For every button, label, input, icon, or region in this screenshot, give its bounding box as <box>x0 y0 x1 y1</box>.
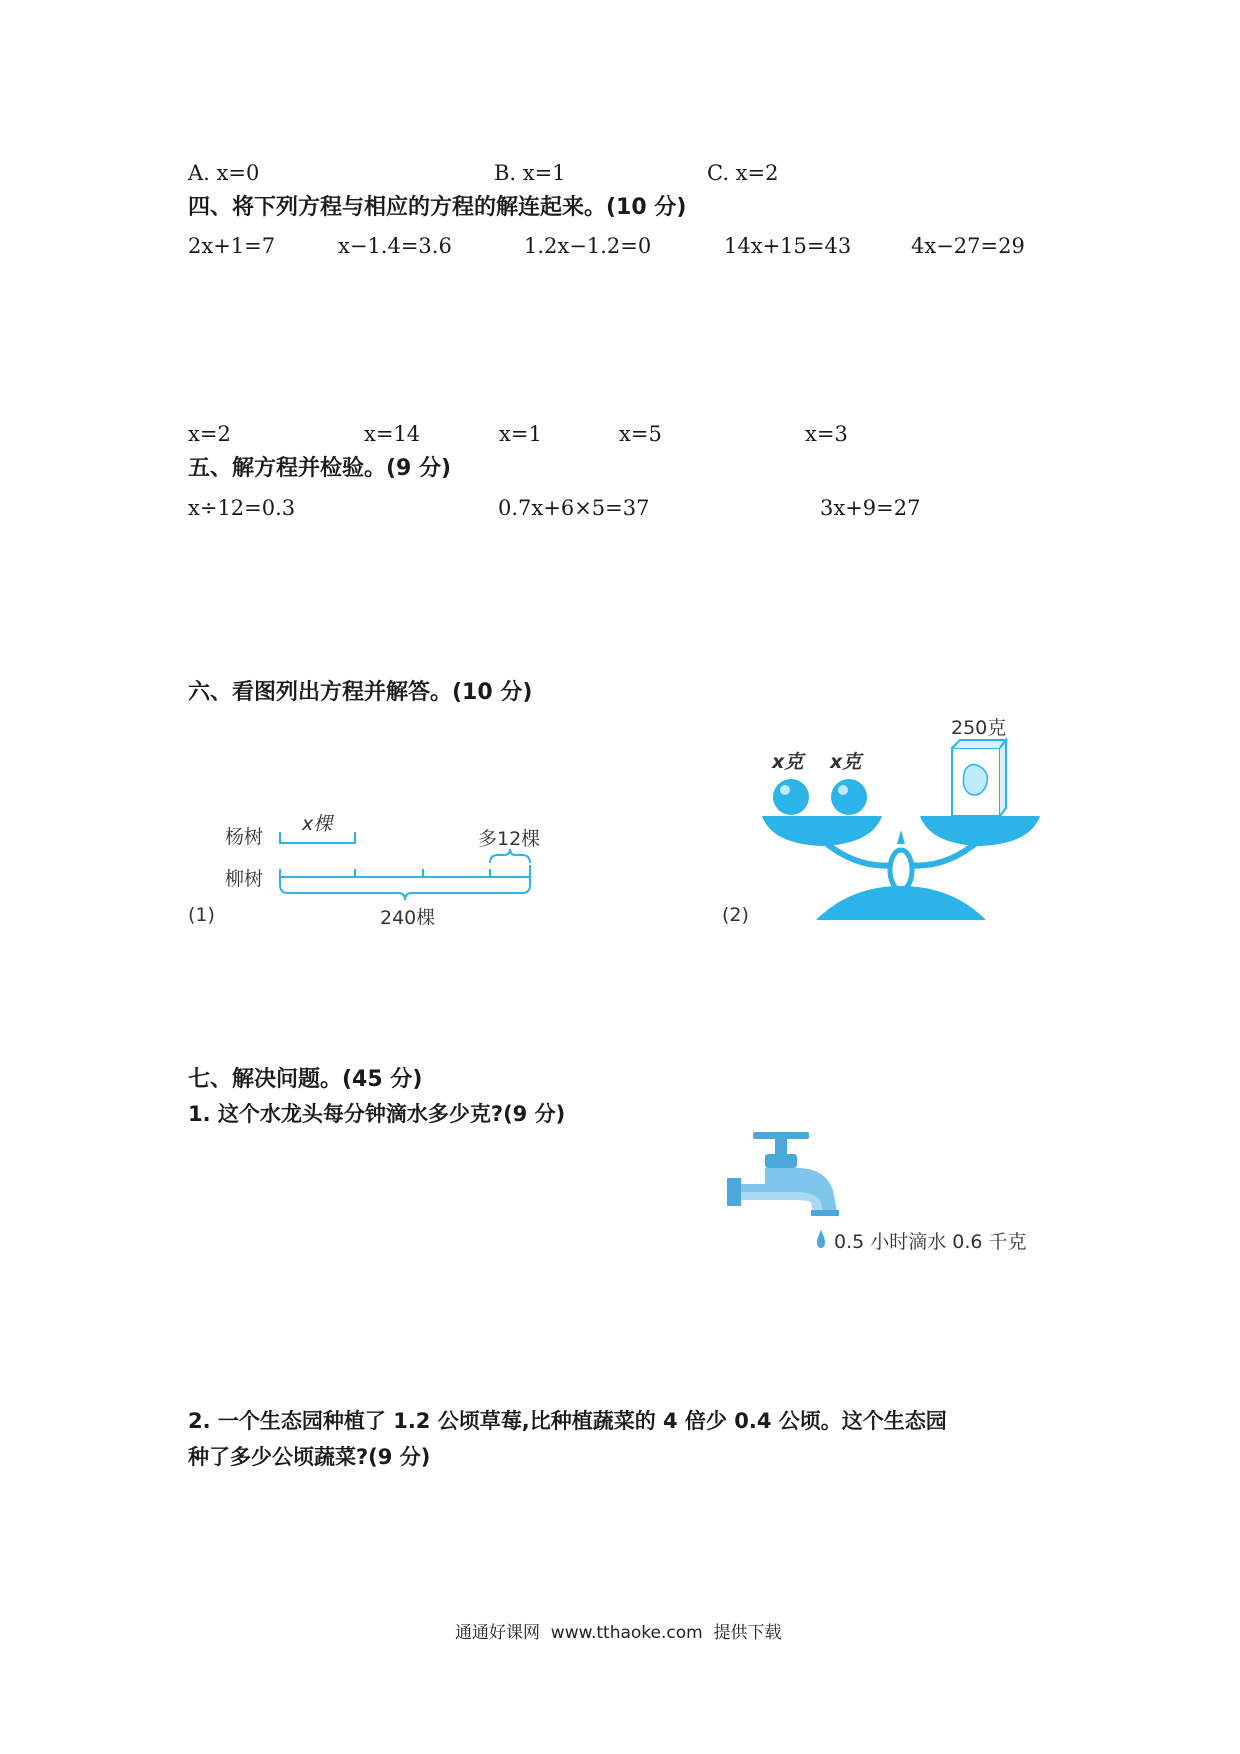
faucet-cap <box>765 1154 797 1168</box>
s4-equation-2: x−1.4=3.6 <box>338 234 452 258</box>
s4-equation-5: 4x−27=29 <box>911 234 1025 258</box>
section5-heading: 五、解方程并检验。(9 分) <box>188 456 452 481</box>
faucet-body <box>739 1168 837 1212</box>
label-willow: 柳树 <box>225 868 264 890</box>
label-240-trees: 240棵 <box>380 907 436 925</box>
faucet-body-shade <box>739 1192 823 1212</box>
option-b: B. x=1 <box>494 161 566 185</box>
milk-box-top <box>952 740 1006 748</box>
faucet-caption: 0.5 小时滴水 0.6 千克 <box>834 1231 1027 1253</box>
scale-pointer <box>897 830 905 844</box>
ball-2 <box>831 779 867 815</box>
tree-segment-diagram <box>218 805 558 925</box>
fig2-number: (2) <box>722 904 749 926</box>
ball-2-highlight <box>838 785 848 795</box>
label-poplar: 杨树 <box>225 826 264 848</box>
s4-solution-5: x=3 <box>805 422 848 446</box>
question-2-line-1: 2. 一个生态园种植了 1.2 公顷草莓,比种植蔬菜的 4 倍少 0.4 公顷。这个生态园 <box>188 1409 947 1433</box>
ball-label-1: x克 <box>772 751 804 773</box>
option-c: C. x=2 <box>707 161 779 185</box>
faucet-spout-tip <box>811 1210 839 1216</box>
box-weight-label: 250克 <box>951 717 1007 739</box>
water-drop-icon <box>817 1230 825 1248</box>
milk-splash <box>963 764 987 795</box>
milk-box-side <box>1000 740 1006 816</box>
ball-1-highlight <box>780 785 790 795</box>
question-2-line-2: 种了多少公顷蔬菜?(9 分) <box>188 1445 431 1469</box>
ball-1 <box>773 779 809 815</box>
page-footer: 通通好课网 www.tthaoke.com 提供下载 <box>455 1623 782 1643</box>
faucet-handle-bar <box>753 1132 809 1139</box>
balance-scale-figure <box>760 712 1060 927</box>
s4-equation-1: 2x+1=7 <box>188 234 276 258</box>
s4-equation-4: 14x+15=43 <box>724 234 852 258</box>
s5-equation-2: 0.7x+6×5=37 <box>498 496 650 520</box>
label-more-12: 多12棵 <box>478 828 541 850</box>
faucet-inlet <box>727 1178 741 1206</box>
more-brace <box>490 849 530 863</box>
scale-pivot <box>890 850 912 890</box>
question-1: 1. 这个水龙头每分钟滴水多少克?(9 分) <box>188 1102 566 1126</box>
s4-equation-3: 1.2x−1.2=0 <box>524 234 652 258</box>
s4-solution-3: x=1 <box>499 422 542 446</box>
fig1-number: (1) <box>188 904 215 926</box>
ball-label-2: x克 <box>830 751 862 773</box>
s5-equation-3: 3x+9=27 <box>820 496 921 520</box>
label-x-trees: x棵 <box>302 813 333 835</box>
s4-solution-2: x=14 <box>364 422 421 446</box>
section6-heading: 六、看图列出方程并解答。(10 分) <box>188 680 533 705</box>
scale-base <box>816 886 986 920</box>
s5-equation-1: x÷12=0.3 <box>188 496 296 520</box>
s4-solution-1: x=2 <box>188 422 231 446</box>
total-brace <box>280 885 530 900</box>
s4-solution-4: x=5 <box>619 422 662 446</box>
faucet-stem <box>775 1139 787 1155</box>
option-a: A. x=0 <box>188 161 260 185</box>
section7-heading: 七、解决问题。(45 分) <box>188 1067 423 1092</box>
section4-heading: 四、将下列方程与相应的方程的解连起来。(10 分) <box>188 195 687 220</box>
